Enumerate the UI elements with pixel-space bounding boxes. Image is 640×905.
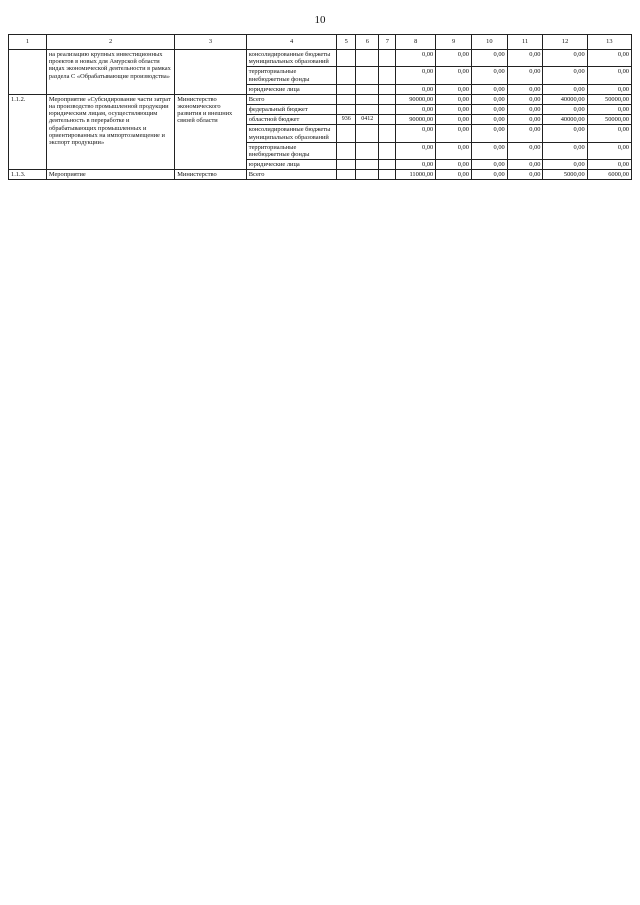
table-cell: юридические лица xyxy=(246,160,337,170)
table-cell xyxy=(379,170,396,180)
table-cell: 1.1.2. xyxy=(9,94,47,169)
table-cell xyxy=(356,94,379,104)
table-cell xyxy=(337,105,356,115)
table-cell: Мероприятие xyxy=(46,170,174,180)
header-row xyxy=(9,35,632,50)
table-cell xyxy=(379,142,396,159)
table-cell: 0,00 xyxy=(587,84,631,94)
table-cell: 0,00 xyxy=(543,125,587,142)
table-cell: на реализацию крупных инвестиционных проектов в новых для Амурской области видах экономической деятельности в рамках раздела С «Обрабатывающие производства» xyxy=(46,50,174,95)
table-cell: 0,00 xyxy=(396,125,436,142)
table-cell: 0,00 xyxy=(471,125,507,142)
table-cell: 11000,00 xyxy=(396,170,436,180)
table-cell: 0,00 xyxy=(436,50,472,67)
table-cell xyxy=(337,50,356,67)
table-cell xyxy=(356,125,379,142)
table-cell: 0,00 xyxy=(507,105,543,115)
header-cell: 6 xyxy=(356,35,379,50)
header-cell: 8 xyxy=(396,35,436,50)
table-cell: 0,00 xyxy=(471,160,507,170)
table-cell: 0,00 xyxy=(543,50,587,67)
table-cell xyxy=(337,94,356,104)
table-cell: 0,00 xyxy=(471,142,507,159)
table-cell: 0,00 xyxy=(587,142,631,159)
table-cell: 0,00 xyxy=(507,115,543,125)
table-cell xyxy=(356,67,379,84)
table-cell: 0,00 xyxy=(436,94,472,104)
table-cell: консолидированные бюджеты муниципальных образований xyxy=(246,125,337,142)
table-cell xyxy=(379,94,396,104)
header-cell: 1 xyxy=(9,35,47,50)
table-cell: 0,00 xyxy=(396,160,436,170)
table-cell xyxy=(337,142,356,159)
table-cell xyxy=(356,105,379,115)
table-cell: 0,00 xyxy=(543,67,587,84)
table-cell: 0,00 xyxy=(507,170,543,180)
table-cell xyxy=(175,50,247,95)
table-cell: 0,00 xyxy=(543,84,587,94)
table-cell: консолидированные бюджеты муниципальных образований xyxy=(246,50,337,67)
table-cell: Всего xyxy=(246,94,337,104)
table-cell: 0,00 xyxy=(436,67,472,84)
table-cell: федеральный бюджет xyxy=(246,105,337,115)
budget-table xyxy=(8,34,632,180)
table-cell: территориальные внебюджетные фонды xyxy=(246,67,337,84)
table-cell xyxy=(337,67,356,84)
table-cell xyxy=(356,142,379,159)
table-cell: 0,00 xyxy=(507,84,543,94)
table-cell: 0412 xyxy=(356,115,379,125)
table-cell: 0,00 xyxy=(507,125,543,142)
table-cell: 0,00 xyxy=(471,84,507,94)
table-cell xyxy=(356,84,379,94)
table-cell: 40000,00 xyxy=(543,115,587,125)
table-cell: 40000,00 xyxy=(543,94,587,104)
table-cell: 0,00 xyxy=(436,160,472,170)
table-cell xyxy=(379,105,396,115)
header-cell: 11 xyxy=(507,35,543,50)
table-cell: 0,00 xyxy=(436,170,472,180)
table-cell xyxy=(379,67,396,84)
table-cell: 0,00 xyxy=(396,142,436,159)
header-cell: 4 xyxy=(246,35,337,50)
table-cell: 0,00 xyxy=(507,160,543,170)
table-cell: 0,00 xyxy=(471,105,507,115)
table-cell xyxy=(356,170,379,180)
table-cell: 90000,00 xyxy=(396,94,436,104)
header-cell: 10 xyxy=(471,35,507,50)
table-cell: 0,00 xyxy=(471,94,507,104)
table-cell: 0,00 xyxy=(436,84,472,94)
table-cell xyxy=(356,50,379,67)
table-cell: 1.1.3. xyxy=(9,170,47,180)
header-cell: 7 xyxy=(379,35,396,50)
table-cell: юридические лица xyxy=(246,84,337,94)
header-cell: 2 xyxy=(46,35,174,50)
table-cell: 50000,00 xyxy=(587,115,631,125)
header-cell: 9 xyxy=(436,35,472,50)
table-cell: 50000,00 xyxy=(587,94,631,104)
table-cell xyxy=(379,160,396,170)
table-cell: 0,00 xyxy=(471,170,507,180)
table-cell: 0,00 xyxy=(587,160,631,170)
table-cell: областной бюджет xyxy=(246,115,337,125)
table-cell: 0,00 xyxy=(436,105,472,115)
table-row xyxy=(9,170,632,180)
table-cell: 0,00 xyxy=(587,105,631,115)
table-cell: 0,00 xyxy=(543,105,587,115)
table-cell xyxy=(337,125,356,142)
table-cell: 0,00 xyxy=(436,142,472,159)
table-cell xyxy=(337,84,356,94)
header-cell: 5 xyxy=(337,35,356,50)
header-cell: 13 xyxy=(587,35,631,50)
table-cell: 0,00 xyxy=(507,50,543,67)
table-row xyxy=(9,94,632,104)
table-cell xyxy=(9,50,47,95)
table-cell: 0,00 xyxy=(471,67,507,84)
table-cell: 0,00 xyxy=(587,50,631,67)
table-cell: 0,00 xyxy=(507,142,543,159)
table-cell: 90000,00 xyxy=(396,115,436,125)
header-cell: 12 xyxy=(543,35,587,50)
table-cell: 936 xyxy=(337,115,356,125)
table-cell: 0,00 xyxy=(543,142,587,159)
table-cell: Мероприятие «Субсидирование части затрат на производство промышленной продукции юридическим лицам, осуществляющим деятельность в переработке и обрабатывающих промышленных и ориентированных на импортозамещение и экспорт продукции» xyxy=(46,94,174,169)
table-cell xyxy=(379,115,396,125)
table-cell: 6000,00 xyxy=(587,170,631,180)
table-cell: 0,00 xyxy=(396,50,436,67)
table-cell: 0,00 xyxy=(436,125,472,142)
table-cell xyxy=(337,170,356,180)
header-cell: 3 xyxy=(175,35,247,50)
table-cell: 5000,00 xyxy=(543,170,587,180)
table-cell: 0,00 xyxy=(507,94,543,104)
table-cell: 0,00 xyxy=(543,160,587,170)
table-cell: 0,00 xyxy=(587,125,631,142)
table-cell: 0,00 xyxy=(396,84,436,94)
table-cell: 0,00 xyxy=(396,67,436,84)
table-cell xyxy=(337,160,356,170)
table-cell xyxy=(379,125,396,142)
table-cell: Всего xyxy=(246,170,337,180)
table-cell: 0,00 xyxy=(396,105,436,115)
table-cell: Министерство xyxy=(175,170,247,180)
table-cell: 0,00 xyxy=(507,67,543,84)
table-cell: 0,00 xyxy=(471,50,507,67)
table-cell xyxy=(379,84,396,94)
table-cell xyxy=(356,160,379,170)
table-cell: территориальные внебюджетные фонды xyxy=(246,142,337,159)
table-cell xyxy=(379,50,396,67)
page-number: 10 xyxy=(314,14,326,26)
table-cell: 0,00 xyxy=(471,115,507,125)
table-row xyxy=(9,50,632,67)
table-cell: 0,00 xyxy=(587,67,631,84)
table-cell: Министерство экономического развития и внешних связей области xyxy=(175,94,247,169)
table-cell: 0,00 xyxy=(436,115,472,125)
